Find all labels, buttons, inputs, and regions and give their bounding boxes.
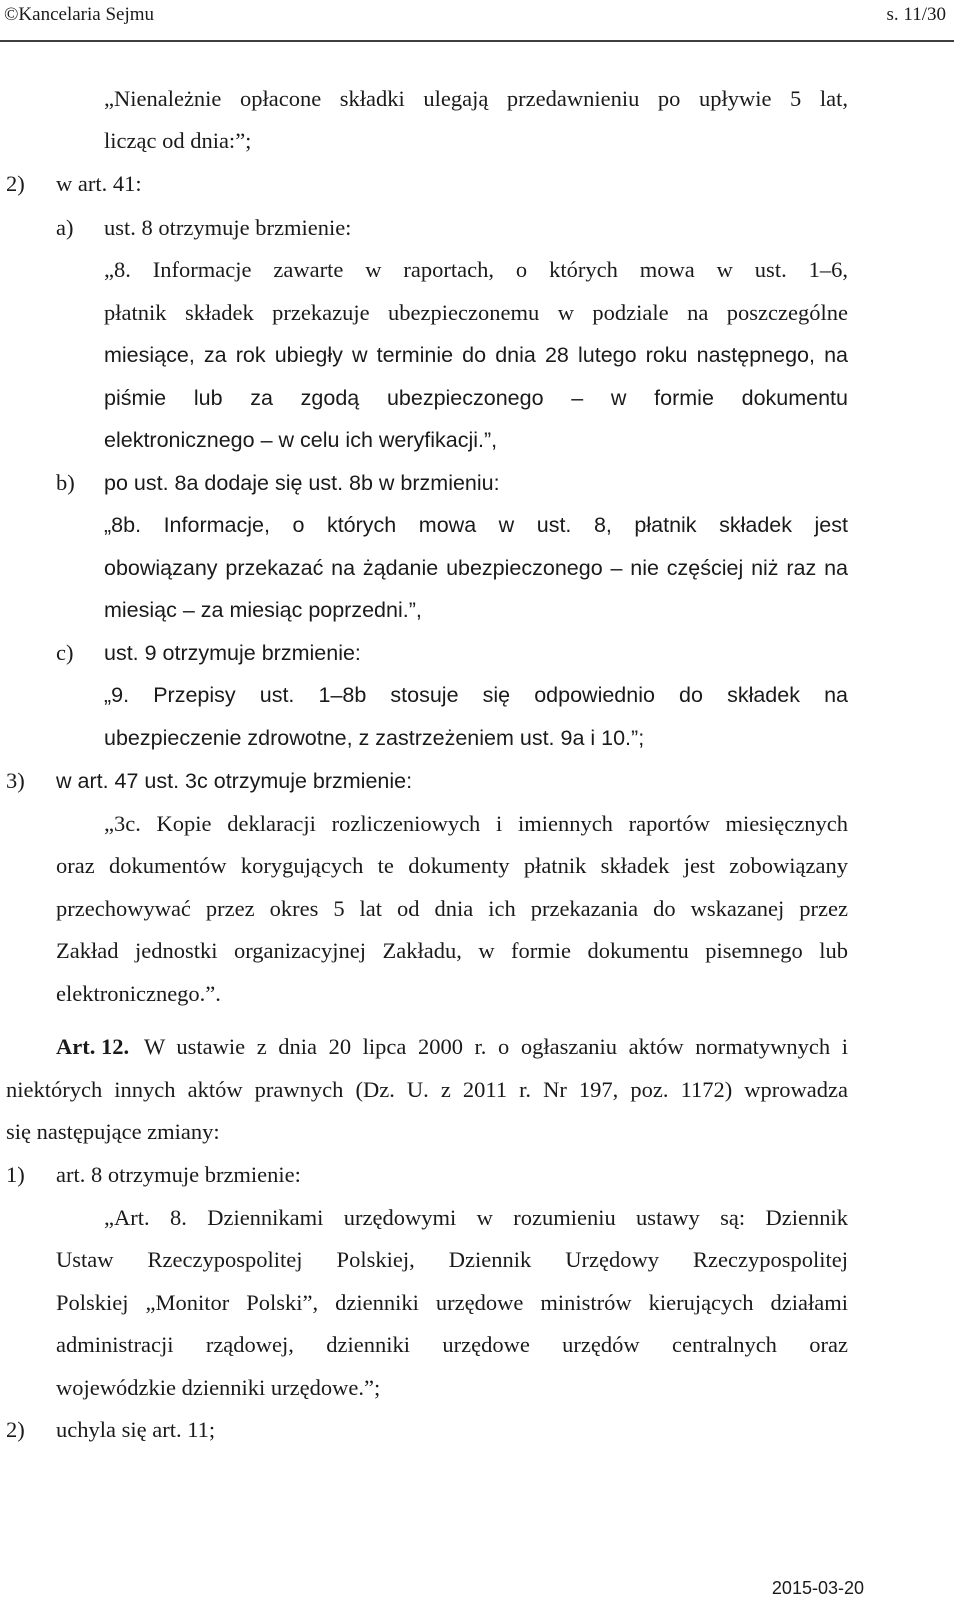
text-line: płatnik składek przekazuje ubezpieczonemu w podziale na poszczególne (104, 300, 848, 325)
list-marker: 3) (6, 768, 25, 793)
list-marker: 2) (6, 1417, 25, 1442)
text-line: przechowywać przez okres 5 lat od dnia ich przekazania do wskazanej przez (56, 896, 848, 921)
text-line: elektronicznego – w celu ich weryfikacji.”, (104, 428, 498, 452)
text-line: elektronicznego.”. (56, 981, 221, 1006)
text-line: „9. Przepisy ust. 1–8b stosuje się odpowiednio do składek na (104, 683, 848, 707)
text-line: niektórych innych aktów prawnych (Dz. U. z 2011 r. Nr 197, poz. 1172) wprowadza (6, 1077, 848, 1102)
text-line: uchyla się art. 11; (56, 1417, 216, 1442)
text-line: się następujące zmiany: (6, 1119, 220, 1144)
text-line: art. 8 otrzymuje brzmienie: (56, 1162, 301, 1187)
text-line: w art. 47 ust. 3c otrzymuje brzmienie: (56, 769, 413, 793)
text-line: „Art. 8. Dziennikami urzędowymi w rozumieniu ustawy są: Dziennik (104, 1205, 848, 1230)
text-line: ust. 8 otrzymuje brzmienie: (104, 215, 352, 240)
article-number: Art. 12. (56, 1034, 130, 1059)
list-marker: b) (56, 470, 75, 495)
text-line: „3c. Kopie deklaracji rozliczeniowych i imiennych raportów miesięcznych (104, 811, 848, 836)
text-line: po ust. 8a dodaje się ust. 8b w brzmieniu: (104, 471, 500, 495)
text-line: Ustaw Rzeczypospolitej Polskiej, Dziennik Urzędowy Rzeczypospolitej (56, 1247, 848, 1272)
text-line: oraz dokumentów korygujących te dokumenty płatnik składek jest zobowiązany (56, 853, 848, 878)
text-line: „8b. Informacje, o których mowa w ust. 8, płatnik składek jest (104, 513, 848, 537)
text-line: w art. 41: (56, 171, 142, 196)
text-line: Polskiej „Monitor Polski”, dzienniki urzędowe ministrów kierujących działami (56, 1290, 848, 1315)
text-line: W ustawie z dnia 20 lipca 2000 r. o ogłaszaniu aktów normatywnych i (144, 1034, 848, 1059)
text-line: piśmie lub za zgodą ubezpieczonego – w formie dokumentu (104, 386, 848, 410)
text-line: licząc od dnia:”; (104, 128, 252, 153)
list-marker: 2) (6, 171, 25, 196)
text-line: wojewódzkie dzienniki urzędowe.”; (56, 1375, 381, 1400)
copyright-label: ©Kancelaria Sejmu (4, 4, 155, 25)
text-line: administracji rządowej, dzienniki urzędowe urzędów centralnych oraz (56, 1332, 848, 1357)
text-line: ust. 9 otrzymuje brzmienie: (104, 641, 361, 665)
text-line: „8. Informacje zawarte w raportach, o których mowa w ust. 1–6, (104, 257, 848, 282)
text-line: miesiąc – za miesiąc poprzedni.”, (104, 598, 422, 622)
page-header (0, 0, 954, 42)
text-line: „Nienależnie opłacone składki ulegają przedawnieniu po upływie 5 lat, (104, 86, 848, 111)
list-marker: a) (56, 215, 74, 240)
list-marker: c) (56, 640, 74, 665)
text-line: miesiące, za rok ubiegły w terminie do dnia 28 lutego roku następnego, na (104, 343, 848, 367)
text-line: Zakład jednostki organizacyjnej Zakładu, w formie dokumentu pisemnego lub (56, 938, 848, 963)
text-line: obowiązany przekazać na żądanie ubezpieczonego – nie częściej niż raz na (104, 556, 848, 580)
list-marker: 1) (6, 1162, 25, 1187)
text-line: ubezpieczenie zdrowotne, z zastrzeżeniem ust. 9a i 10.”; (104, 726, 645, 750)
footer-date: 2015-03-20 (771, 1578, 864, 1598)
page-number: s. 11/30 (886, 4, 946, 25)
